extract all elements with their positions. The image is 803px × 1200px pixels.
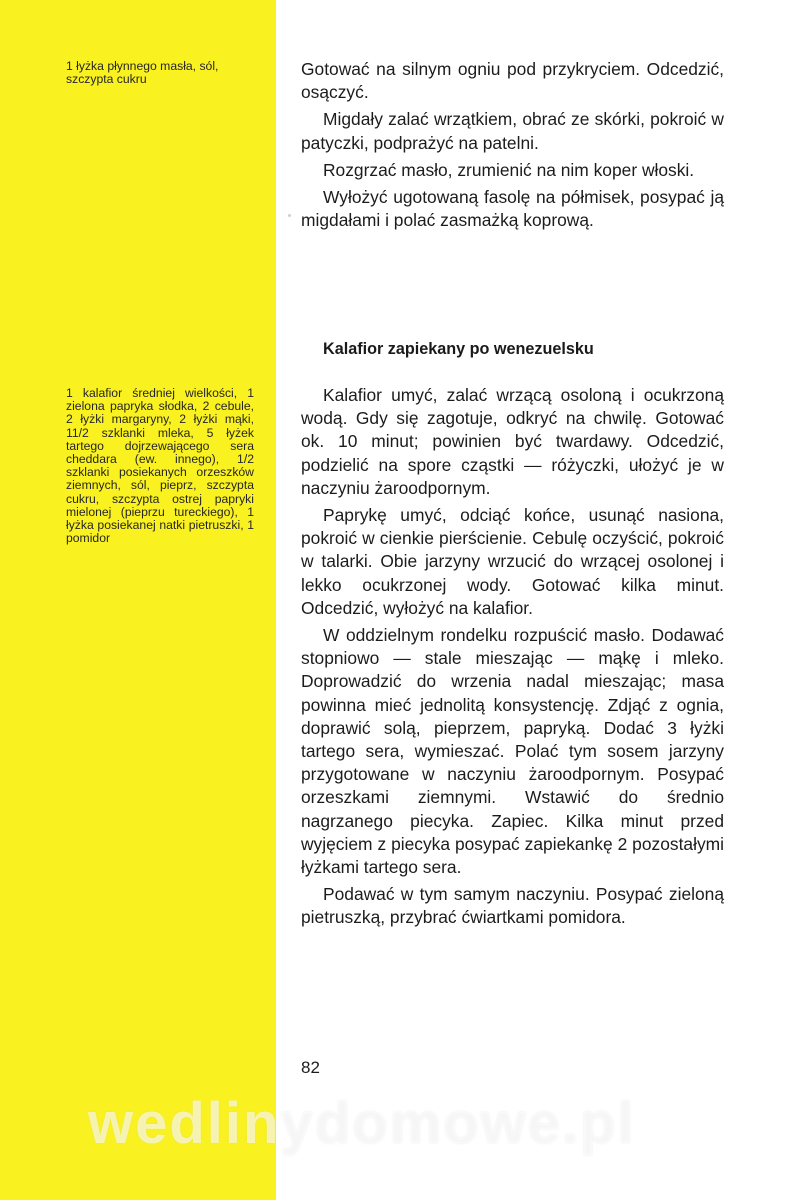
recipe-2-paragraph: W oddzielnym rondelku rozpuścić masło. Dodawać stopniowo — stale mieszając — mąkę i mleko. Doprowadzić do wrzenia nadal mieszając; masa powinna mieć jednolitą konsystencję. Zdjąć z ognia, doprawić solą, pieprzem, papryką. Dodać 3 łyżki tartego sera, wymieszać. Polać tym sosem jarzyny przygotowane w naczyniu żaroodpornym. Posypać orzeszkami ziemnymi. Wstawić do średnio nagrzanego piecyka. Zapiec. Kilka minut przed wyjęciem z piecyka posypać zapiekankę 2 pozostałymi łyżkami tartego sera.	[301, 625, 724, 878]
recipe-2-paragraph: Paprykę umyć, odciąć końce, usunąć nasiona, pokroić w cienkie pierścienie. Cebulę oczyścić, pokroić w talarki. Obie jarzyny wrzucić do wrzącej osolonej i lekko ocukrzonej wody. Gotować kilka minut. Odcedzić, wyłożyć na kalafior.	[301, 505, 724, 618]
recipe-2-title: Kalafior zapiekany po wenezuelsku	[323, 340, 594, 358]
print-speck	[288, 214, 291, 217]
recipe-2-paragraph: Podawać w tym samym naczyniu. Posypać zieloną pietruszką, przybrać ćwiartkami pomidora.	[301, 884, 724, 928]
recipe-2-body	[301, 384, 724, 934]
recipe-1-paragraph: Gotować na silnym ogniu pod przykryciem. Odcedzić, osączyć.	[301, 59, 724, 103]
watermark: wedlinydomowe.pl	[88, 1091, 636, 1156]
recipe-1-body	[301, 58, 724, 236]
yellow-sidebar	[0, 0, 276, 1200]
ingredients-note-2: 1 kalafior średniej wielkości, 1 zielona papryka słodka, 2 cebule, 2 łyżki margaryny, 2 łyżki mąki, 11/2 szklanki mleka, 5 łyżek tartego dojrzewającego sera cheddara (ew. innego), 1/2 szklanki posiekanych orzeszków ziemnych, sól, pieprz, szczypta cukru, szczypta ostrej papryki mielonej (pieprzu tureckiego), 1 łyżka posiekanej natki pietruszki, 1 pomidor	[66, 386, 254, 546]
ingredients-note-1: 1 łyżka płynnego masła, sól, szczypta cukru	[66, 59, 219, 87]
recipe-1-paragraph: Rozgrzać masło, zrumienić na nim koper włoski.	[323, 159, 695, 180]
recipe-1-paragraph: Wyłożyć ugotowaną fasolę na półmisek, posypać ją migdałami i polać zasmażką koprową.	[301, 187, 724, 231]
recipe-1-paragraph: Migdały zalać wrzątkiem, obrać ze skórki, pokroić w patyczki, podprażyć na patelni.	[301, 109, 724, 153]
page-number: 82	[301, 1058, 320, 1077]
recipe-2-paragraph: Kalafior umyć, zalać wrzącą osoloną i ocukrzoną wodą. Gdy się zagotuje, odkryć na chwilę. Gotować ok. 10 minut; powinien być twardawy. Odcedzić, podzielić na spore cząstki — różyczki, ułożyć je w naczyniu żaroodpornym.	[301, 385, 724, 498]
